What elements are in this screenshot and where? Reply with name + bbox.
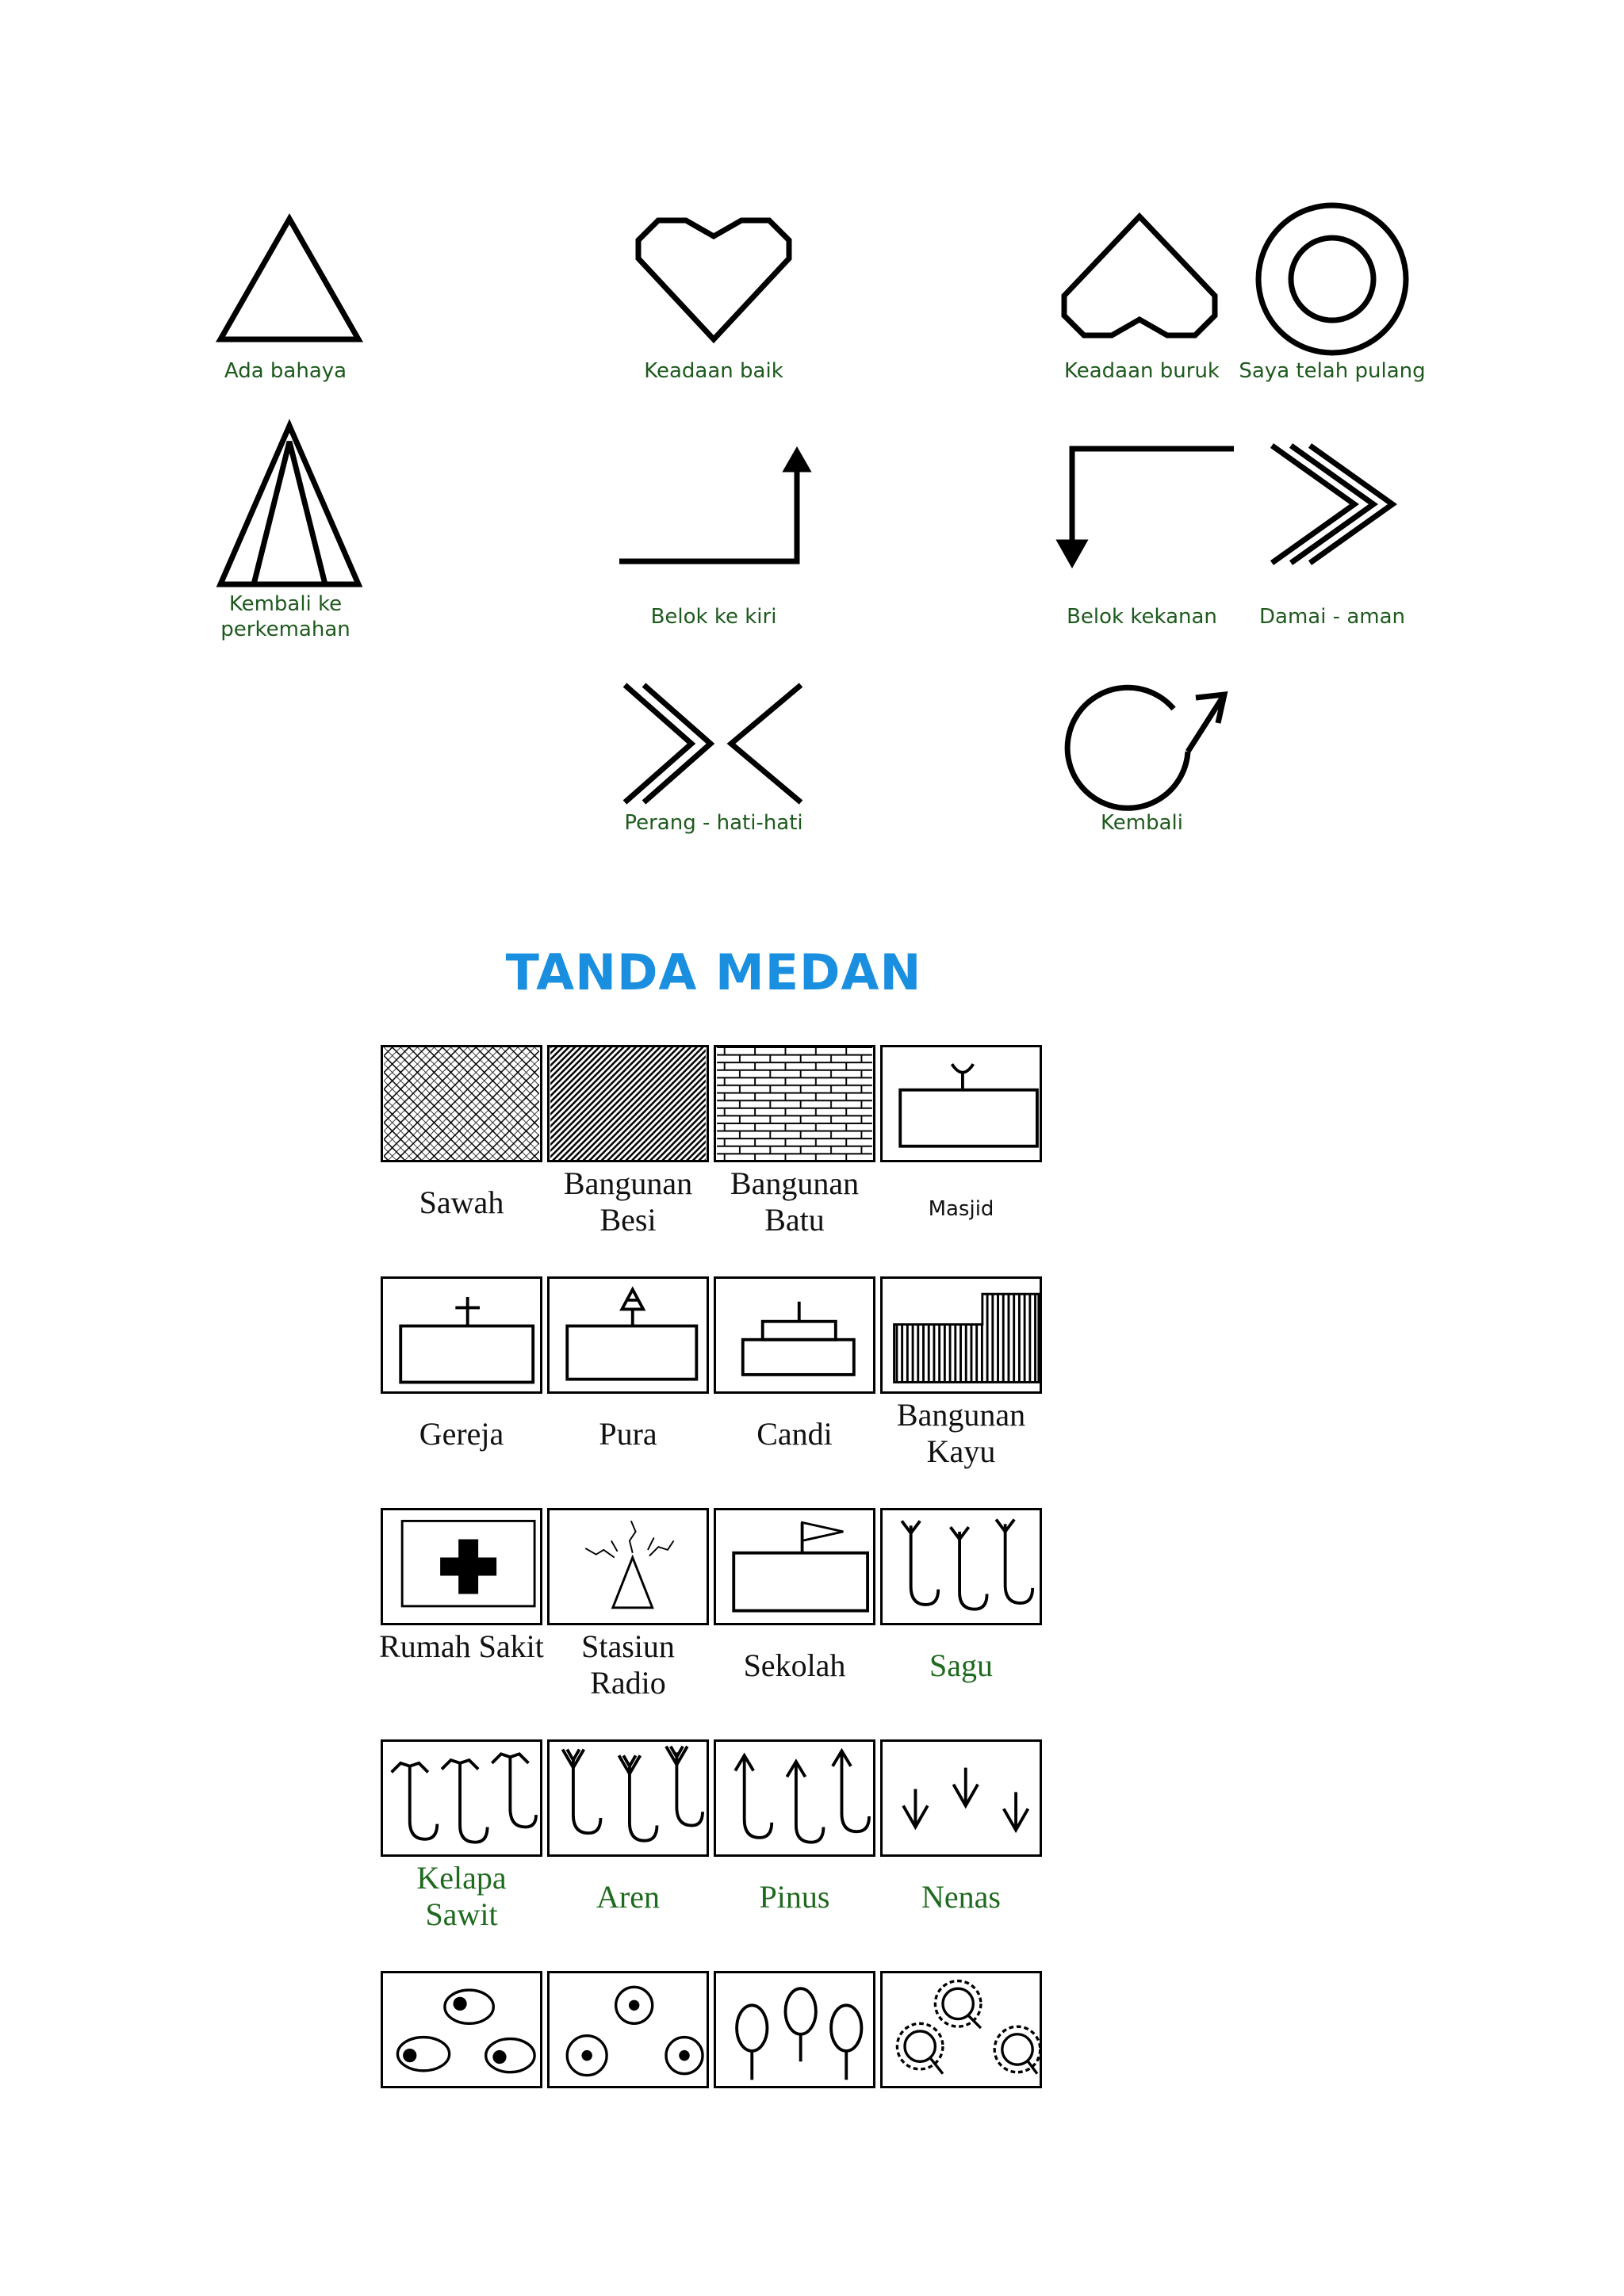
terrain-label-sagu: Sagu (929, 1647, 993, 1683)
terrain-label-candi: Candi (756, 1416, 833, 1452)
terrain-symbol-aren (547, 1739, 709, 1857)
aren-tree-icon (550, 1742, 707, 1854)
opposing-chevrons-icon (620, 680, 807, 807)
terrain-symbol-bangunan-batu (714, 1045, 875, 1162)
triangle-icon (214, 212, 365, 347)
arrow-up-turn-icon (615, 444, 813, 571)
terrain-symbol-row5-3 (714, 1971, 875, 2088)
terrain-symbol-gereja (381, 1276, 542, 1394)
sign-label-kembali: Kembali (1101, 811, 1183, 835)
school-flag-icon (716, 1510, 873, 1623)
terrain-symbol-row5-2 (547, 1971, 709, 2088)
terrain-label-stasiun-radio: Stasiun Radio (581, 1628, 675, 1701)
iron-building-hatch-icon (550, 1047, 707, 1160)
terrain-symbol-row5-1 (381, 1971, 542, 2088)
terrain-label-pinus: Pinus (759, 1879, 830, 1915)
rice-field-pattern-icon (383, 1047, 540, 1160)
pine-tree-icon (716, 1742, 873, 1854)
terrain-symbol-row5-4 (880, 1971, 1042, 2088)
pineapple-icon (883, 1742, 1040, 1854)
arrow-down-turn-icon (1053, 442, 1237, 569)
circle-arrow-icon (1055, 680, 1237, 809)
terrain-symbol-masjid (880, 1045, 1042, 1162)
terrain-symbol-rumah-sakit (381, 1508, 542, 1625)
terrain-label-gereja: Gereja (419, 1416, 504, 1452)
terrain-symbol-sawah (381, 1045, 542, 1162)
sign-label-ada-bahaya: Ada bahaya (224, 359, 347, 383)
radio-tower-icon (550, 1510, 707, 1623)
terrain-label-pura: Pura (599, 1416, 657, 1452)
shrub-dots-icon (383, 1973, 540, 2086)
sign-label-damai-aman: Damai - aman (1258, 605, 1406, 629)
double-circle-icon (1251, 198, 1413, 360)
terrain-symbol-sagu (880, 1508, 1042, 1625)
terrain-label-rumah-sakit: Rumah Sakit (379, 1628, 544, 1664)
terrain-symbol-sekolah (714, 1508, 875, 1625)
forest-circles-icon (883, 1973, 1040, 2086)
palm-oil-tree-icon (383, 1742, 540, 1854)
mosque-icon (883, 1047, 1040, 1160)
terrain-label-aren: Aren (596, 1879, 660, 1915)
sign-label-saya-telah-pulang: Saya telah pulang (1239, 359, 1426, 383)
sign-label-keadaan-baik: Keadaan baik (644, 359, 783, 383)
sign-label-perang-hati-hati: Perang - hati-hati (624, 811, 803, 835)
temple-icon (550, 1279, 707, 1391)
sign-label-belok-kekanan: Belok kekanan (1067, 605, 1217, 629)
sign-label-kembali-ke-perkemahan: Kembali ke perkemahan (220, 592, 350, 641)
wood-building-icon (883, 1279, 1040, 1391)
terrain-symbol-stasiun-radio (547, 1508, 709, 1625)
terrain-label-bangunan-batu: Bangunan Batu (730, 1165, 860, 1238)
terrain-label-nenas: Nenas (921, 1879, 1001, 1915)
terrain-symbol-bangunan-besi (547, 1045, 709, 1162)
terrain-symbol-candi (714, 1276, 875, 1394)
triple-triangle-icon (214, 422, 365, 588)
circle-dots-icon (550, 1973, 707, 2086)
terrain-symbol-bangunan-kayu (880, 1276, 1042, 1394)
candi-icon (716, 1279, 873, 1391)
terrain-label-kelapa-sawit: Kelapa Sawit (416, 1860, 507, 1932)
terrain-symbol-pinus (714, 1739, 875, 1857)
sago-tree-icon (883, 1510, 1040, 1623)
section-title: TANDA MEDAN (505, 943, 922, 1001)
terrain-label-sawah: Sawah (419, 1184, 504, 1220)
terrain-label-masjid: Masjid (928, 1197, 994, 1221)
terrain-label-bangunan-besi: Bangunan Besi (563, 1165, 693, 1238)
heart-icon (630, 212, 797, 343)
sign-label-belok-ke-kiri: Belok ke kiri (650, 605, 777, 629)
sign-label-keadaan-buruk: Keadaan buruk (1063, 359, 1220, 383)
inverted-heart-icon (1056, 212, 1223, 343)
terrain-label-bangunan-kayu: Bangunan Kayu (896, 1397, 1026, 1469)
hospital-cross-icon (383, 1510, 540, 1623)
terrain-symbol-nenas (880, 1739, 1042, 1857)
round-trees-icon (716, 1973, 873, 2086)
brick-pattern-icon (716, 1047, 873, 1160)
church-icon (383, 1279, 540, 1391)
terrain-label-sekolah: Sekolah (743, 1647, 846, 1683)
terrain-symbol-kelapa-sawit (381, 1739, 542, 1857)
triple-chevron-icon (1267, 441, 1398, 568)
terrain-symbol-pura (547, 1276, 709, 1394)
